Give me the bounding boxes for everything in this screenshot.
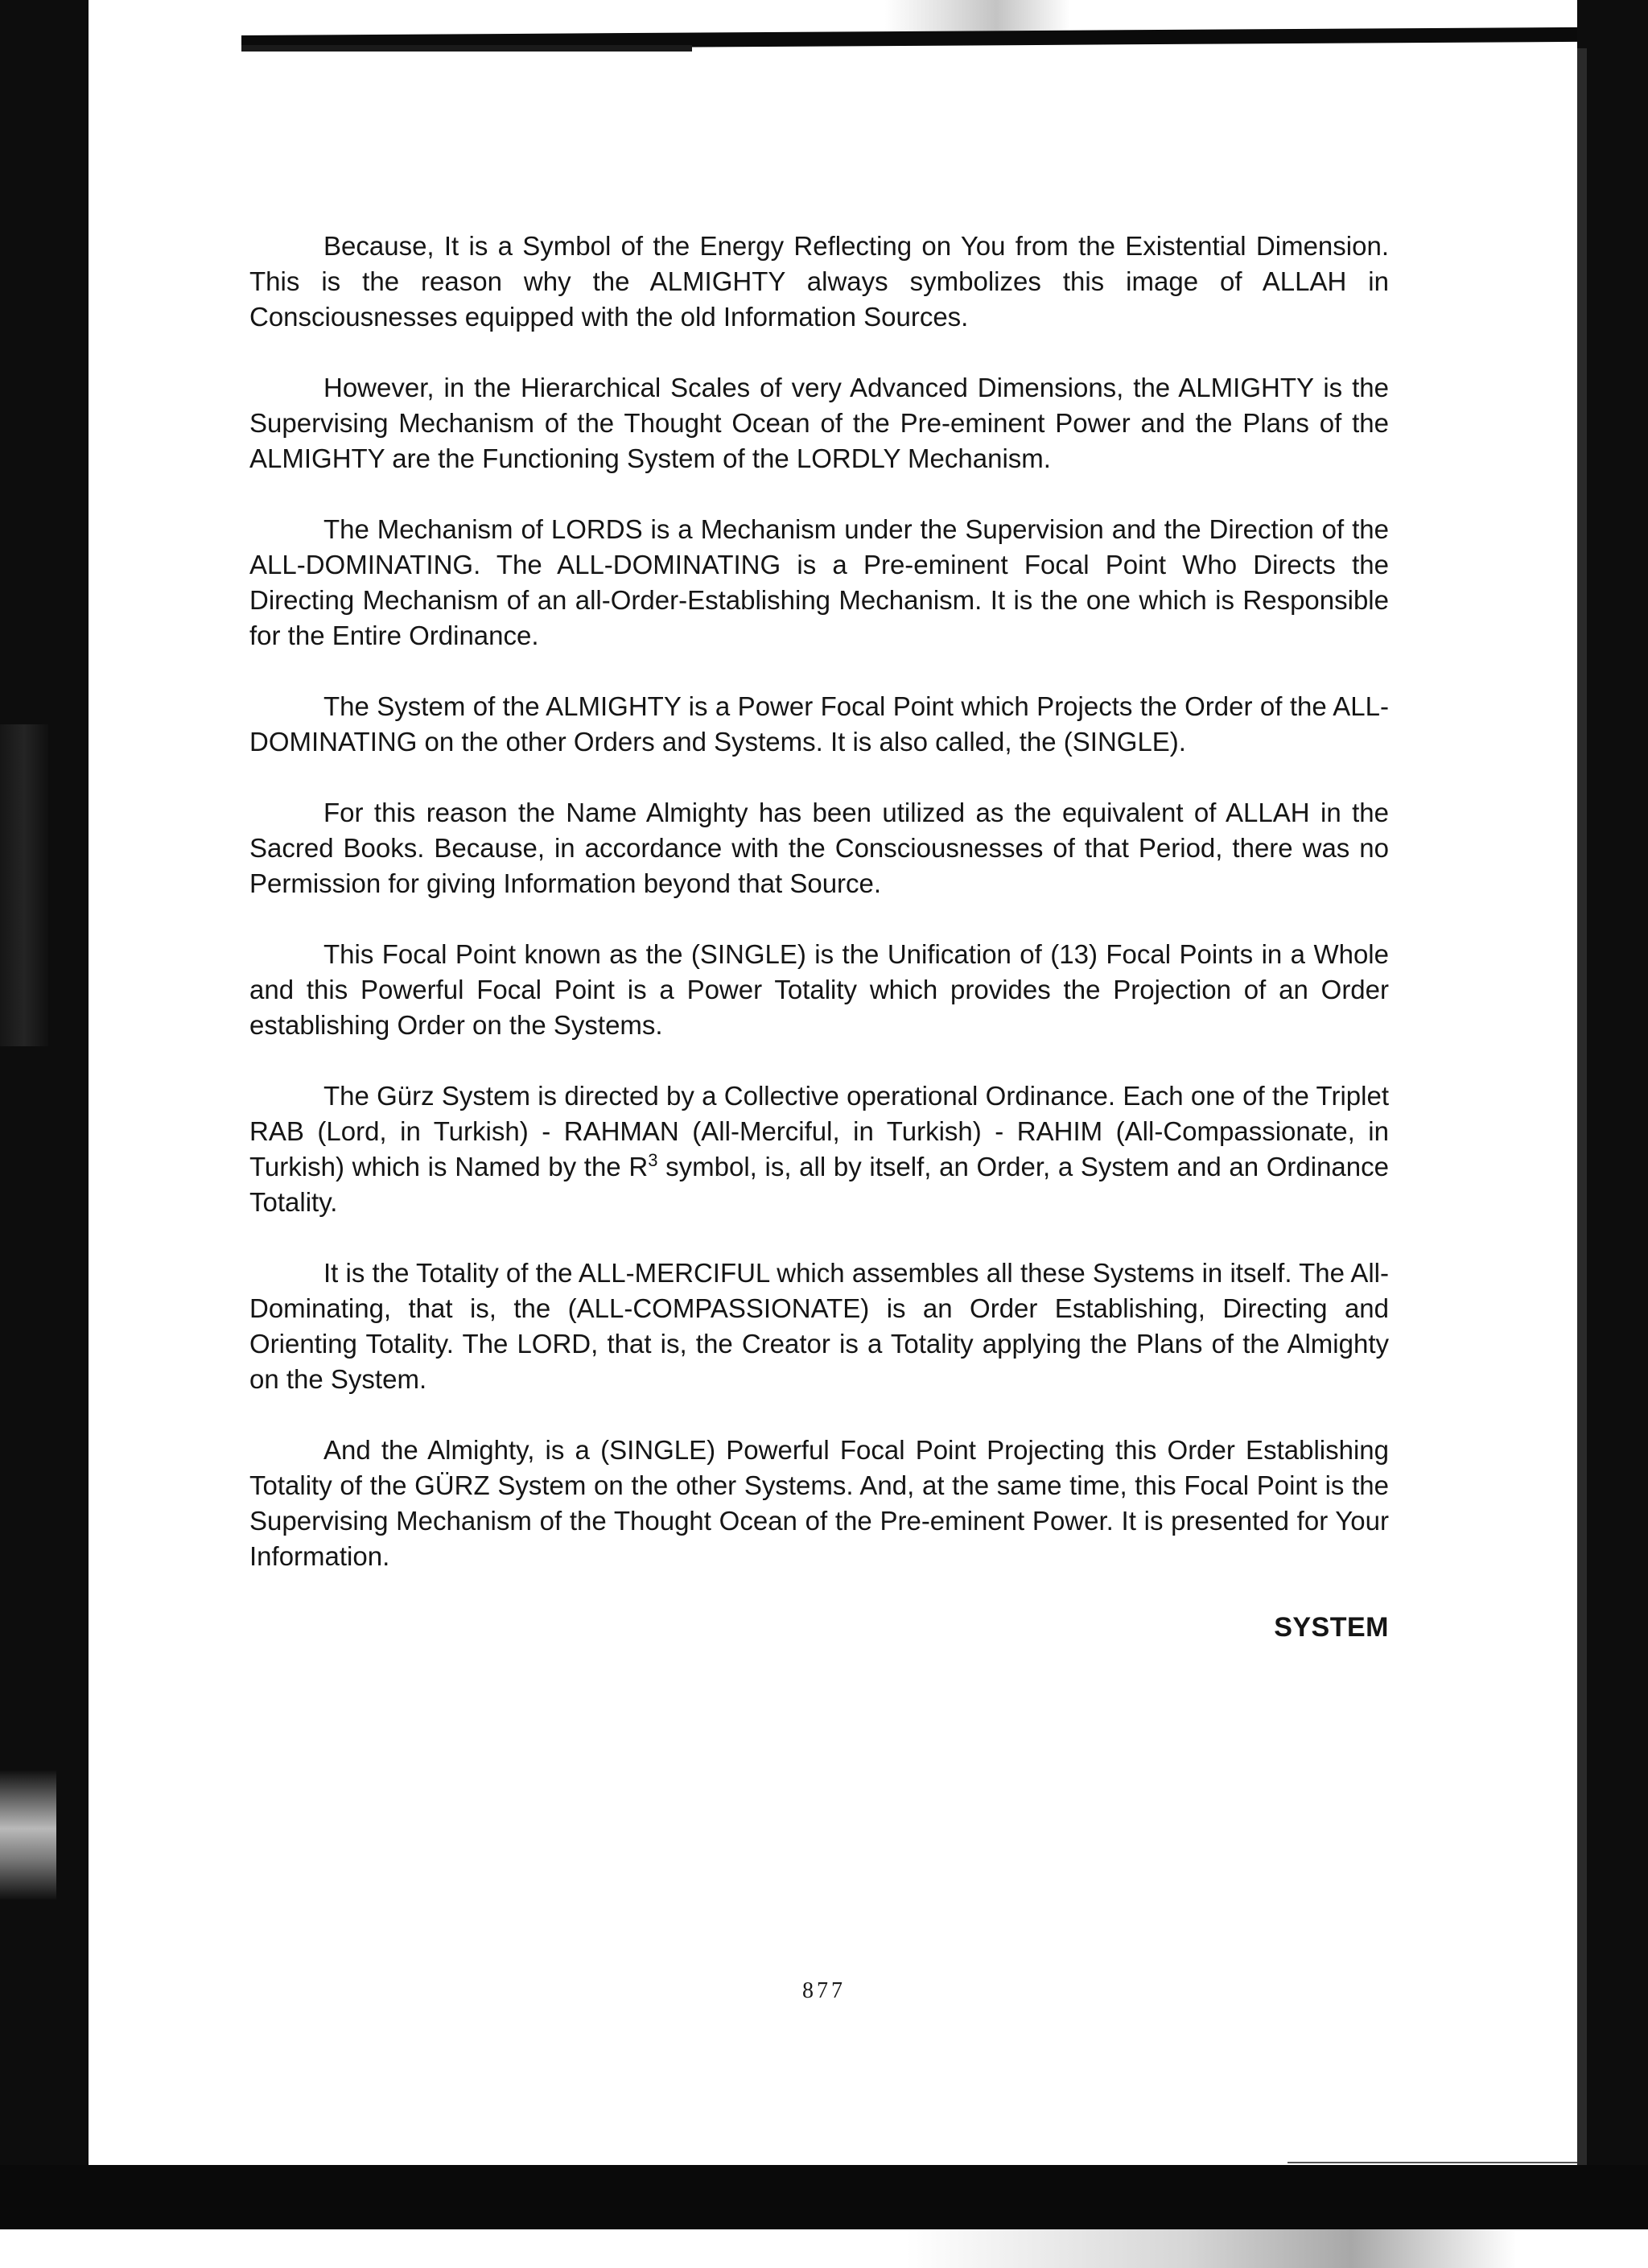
paragraph-9: And the Almighty, is a (SINGLE) Powerful Focal Point Projecting this Order Establishing Totality of the GÜRZ System on the other Systems. And, at the same time, this Focal Point is the Supervising Mechanism of the Thought Ocean of the Pre-eminent Power. It is presented for Your Information.: [249, 1435, 1389, 1571]
paragraph-6: This Focal Point known as the (SINGLE) is the Unification of (13) Focal Points in a Whole and this Powerful Focal Point is a Power Totality which provides the Projection of an Order establishing Order on the Systems.: [249, 939, 1389, 1040]
paragraph-5: For this reason the Name Almighty has been utilized as the equivalent of ALLAH in the Sacred Books. Because, in accordance with the Consciousnesses of that Period, there was no Permission for giving Information beyond that Source.: [249, 798, 1389, 898]
page-number: 877: [802, 1978, 846, 2003]
body-text: [249, 229, 1389, 1645]
paragraph-2: However, in the Hierarchical Scales of very Advanced Dimensions, the ALMIGHTY is the Supervising Mechanism of the Thought Ocean of the Pre-eminent Power and the Plans of the ALMIGHTY are the Functioning System of the LORDLY Mechanism.: [249, 373, 1389, 473]
paragraph-4: The System of the ALMIGHTY is a Power Focal Point which Projects the Order of the ALL-DOMINATING on the other Orders and Systems. It is also called, the (SINGLE).: [249, 691, 1389, 757]
paragraph-8: It is the Totality of the ALL-MERCIFUL which assembles all these Systems in itself. The All-Dominating, that is, the (ALL-COMPASSIONATE) is an Order Establishing, Directing and Orienting Totality. The LORD, that is, the Creator is a Totality applying the Plans of the Almighty on the System.: [249, 1258, 1389, 1394]
paragraph-7: [249, 1078, 1389, 1220]
superscript-three: 3: [648, 1150, 658, 1170]
paragraph-7-continuation: symbol, is, all by itself, an Order, a System and an Ordinance Totality.: [249, 1152, 1389, 1217]
page-right-edge-shadow: [1577, 0, 1648, 2268]
spine-light-spot: [0, 1771, 56, 1899]
spine-glare: [0, 724, 48, 1046]
paragraph-1: Because, It is a Symbol of the Energy Reflecting on You from the Existential Dimension. This is the reason why the ALMIGHTY always symbolizes this image of ALLAH in Consciousnesses equipped with the old Information Sources.: [249, 231, 1389, 332]
page-right-edge-inner: [1577, 48, 1587, 2237]
paragraph-3: The Mechanism of LORDS is a Mechanism under the Supervision and the Direction of the ALL-DOMINATING. The ALL-DOMINATING is a Pre-eminent Focal Point Who Directs the Directing Mechanism of an all-Order-Establishing Mechanism. It is the one which is Responsible for the Entire Ordinance.: [249, 514, 1389, 650]
scanner-bed-bottom: [0, 2229, 1648, 2268]
page-top-edge-shadow-left: [241, 45, 692, 52]
signature: SYSTEM: [1274, 1612, 1389, 1643]
paragraph-7-text: The Gürz System is directed by a Collective operational Ordinance. Each one of the Triplet RAB (Lord, in Turkish) - RAHMAN (All-Merciful, in Turkish) - RAHIM (All-Compassionate, in Turkish) which is Named by the R: [249, 1081, 1389, 1181]
page-bottom-rule: [1288, 2162, 1577, 2163]
book-spine-shadow: [0, 0, 89, 2268]
